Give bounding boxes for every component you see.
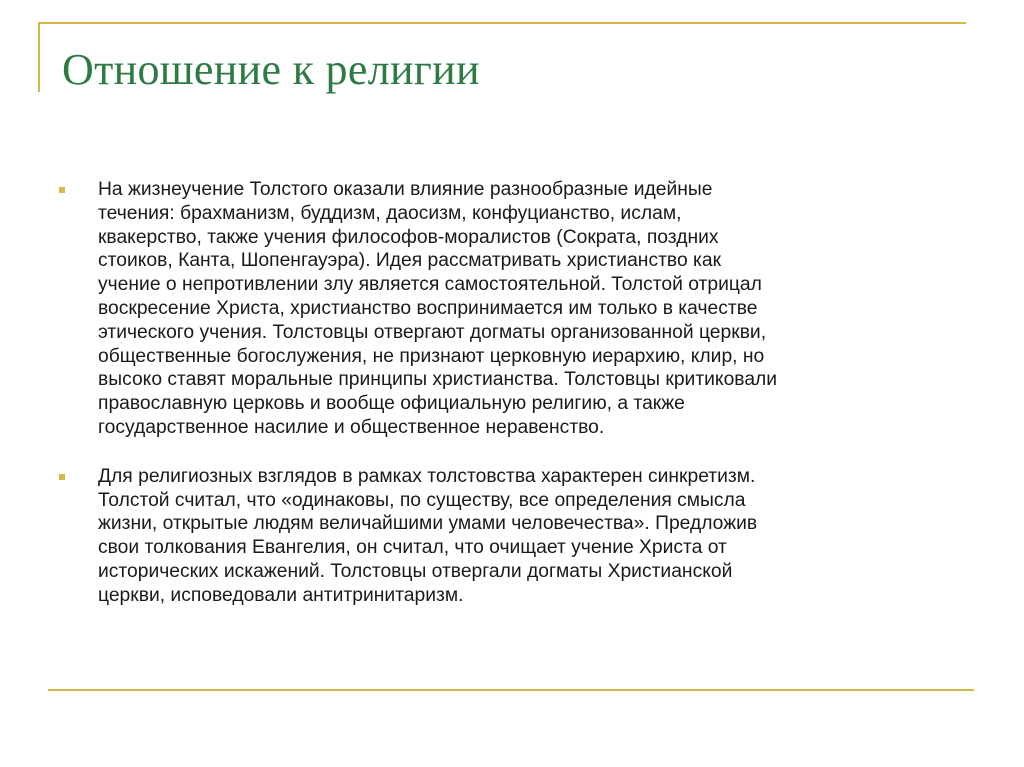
bullet-text-line: церкви, исповедовали антитринитаризм.	[98, 584, 464, 606]
bullet-text-line: высоко ставят моральные принципы христианства. Толстовцы критиковали	[98, 369, 778, 391]
footer-rule	[48, 689, 974, 691]
bullet-text-line: Для религиозных взглядов в рамках толстовства характерен синкретизм.	[98, 465, 756, 487]
square-bullet-icon	[59, 187, 65, 193]
bullet-text-line: Толстой считал, что «одинаковы, по существу, все определения смысла	[98, 489, 746, 511]
bullet-text-line: государственное насилие и общественное неравенство.	[98, 416, 605, 438]
bullet-text-line: стоиков, Канта, Шопенгауэра). Идея рассматривать христианство как	[98, 250, 722, 272]
bullet-text-line: православную церковь и вообще официальную религию, а также	[98, 393, 685, 415]
square-bullet-icon	[59, 474, 65, 480]
slide-content	[56, 178, 936, 608]
bullet-text-line: этического учения. Толстовцы отвергают догматы организованной церкви,	[98, 321, 767, 343]
bullet-text-line: общественные богослужения, не признают церковную иерархию, клир, но	[98, 345, 765, 367]
bullet-text-line: свои толкования Евангелия, он считал, что очищает учение Христа от	[98, 537, 727, 559]
bullet-item-1	[56, 178, 936, 440]
bullet-text-line: На жизнеучение Толстого оказали влияние разнообразные идейные	[98, 179, 713, 200]
title-left-rule	[38, 22, 40, 92]
bullet-text-line: воскресение Христа, христианство воспринимается им только в качестве	[98, 297, 758, 319]
slide-title: Отношение к религии	[62, 45, 480, 94]
title-top-rule	[38, 22, 966, 24]
bullet-text-line: исторических искажений. Толстовцы отвергали догматы Христианской	[98, 560, 733, 582]
bullet-text-line: течения: брахманизм, буддизм, даосизм, конфуцианство, ислам,	[98, 202, 682, 224]
bullet-item-2	[56, 465, 936, 608]
bullet-text-line: жизни, открытые людям величайшими умами человечества». Предложив	[98, 513, 758, 535]
bullet-text-line: учение о непротивлении злу является самостоятельной. Толстой отрицал	[98, 274, 762, 296]
bullet-text-line: квакерство, также учения философов-моралистов (Сократа, поздних	[98, 226, 719, 248]
